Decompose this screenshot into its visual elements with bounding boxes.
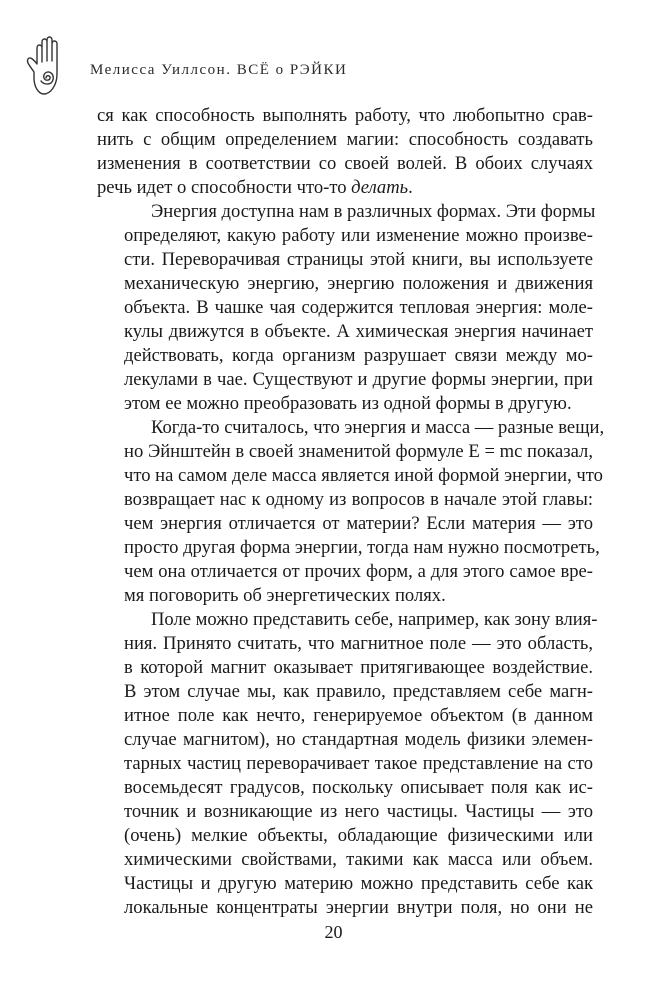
text-line: восемьдесят градусов, поскольку описывает поля как ис-	[124, 777, 593, 798]
text-line: изменения в соответствии со своей волей. В обоих случаях	[97, 153, 593, 174]
text-line: Поле можно представить себе, например, как зону влия-	[151, 609, 598, 630]
text-line: (очень) мелкие объекты, обладающие физическими или	[124, 825, 593, 846]
paragraph	[97, 200, 596, 416]
text-line: итное поле как нечто, генерируемое объектом (в данном	[124, 705, 593, 726]
text-line: Энергия доступна нам в различных формах. Эти формы	[151, 201, 596, 222]
text-line: случае магнитом), но стандартная модель физики элемен-	[124, 729, 593, 750]
italic-word: делать	[351, 177, 409, 198]
text-line: механическую энергию, энергию положения и движения	[124, 273, 593, 294]
text-line: определяют, какую работу или изменение можно произве-	[124, 225, 593, 246]
text-line: Частицы и другую материю можно представить себе как	[124, 873, 593, 894]
text-line: чем она отличается от прочих форм, а для этого самое вре-	[124, 561, 593, 582]
text-line: что на самом деле масса является иной формой энергии, что	[124, 465, 603, 486]
text-line: сти. Переворачивая страницы этой книги, вы используете	[124, 249, 593, 270]
text-line: возвращает нас к одному из вопросов в начале этой главы:	[124, 489, 593, 510]
running-title: Мелисса Уиллсон. ВСЁ о РЭЙКИ	[90, 62, 348, 78]
text-line: чем энергия отличается от материи? Если материя — это	[124, 513, 593, 534]
hand-spiral-icon	[20, 34, 82, 104]
text-line: речь идет о способности что-то делать.	[97, 177, 413, 198]
text-line: ния. Принято считать, что магнитное поле — это область,	[124, 633, 593, 654]
page-header	[20, 34, 620, 104]
text-line: кулы движутся в объекте. А химическая энергия начинает	[124, 321, 593, 342]
paragraph	[97, 416, 605, 608]
text-line: Когда-то считалось, что энергия и масса — разные вещи,	[151, 417, 605, 438]
text-line: действовать, когда организм разрушает связи между мо-	[124, 345, 593, 366]
text-line: просто другая форма энергии, тогда нам нужно посмотреть,	[124, 537, 600, 558]
text-line: тарных частиц переворачивает такое представление на сто	[124, 753, 593, 774]
page-number: 20	[324, 922, 343, 942]
text-line: локальные концентраты энергии внутри поля, но они не	[124, 897, 593, 918]
text-line: ся как способность выполнять работу, что любопытно срав-	[97, 105, 593, 126]
text-line: объекта. В чашке чая содержится тепловая энергия: моле-	[124, 297, 593, 318]
text-line: этом ее можно преобразовать из одной формы в другую.	[124, 393, 572, 414]
paragraph	[97, 608, 598, 920]
paragraph	[97, 104, 593, 200]
text-line: в которой магнит оказывает притягивающее воздействие.	[124, 657, 593, 678]
text-line: лекулами в чае. Существуют и другие формы энергии, при	[124, 369, 593, 390]
text-line: химическими свойствами, такими как масса или объем.	[124, 849, 593, 870]
text-line: но Эйнштейн в своей знаменитой формуле E = mc показал,	[124, 441, 593, 462]
text-line: точник и возникающие из него частицы. Частицы — это	[124, 801, 593, 822]
text-line: нить с общим определением магии: способность создавать	[97, 129, 593, 150]
body-text	[97, 104, 605, 920]
text-line: В этом случае мы, как правило, представляем себе магн-	[124, 681, 593, 702]
text-line: мя поговорить об энергетических полях.	[124, 585, 446, 606]
punctuation: .	[408, 177, 413, 198]
